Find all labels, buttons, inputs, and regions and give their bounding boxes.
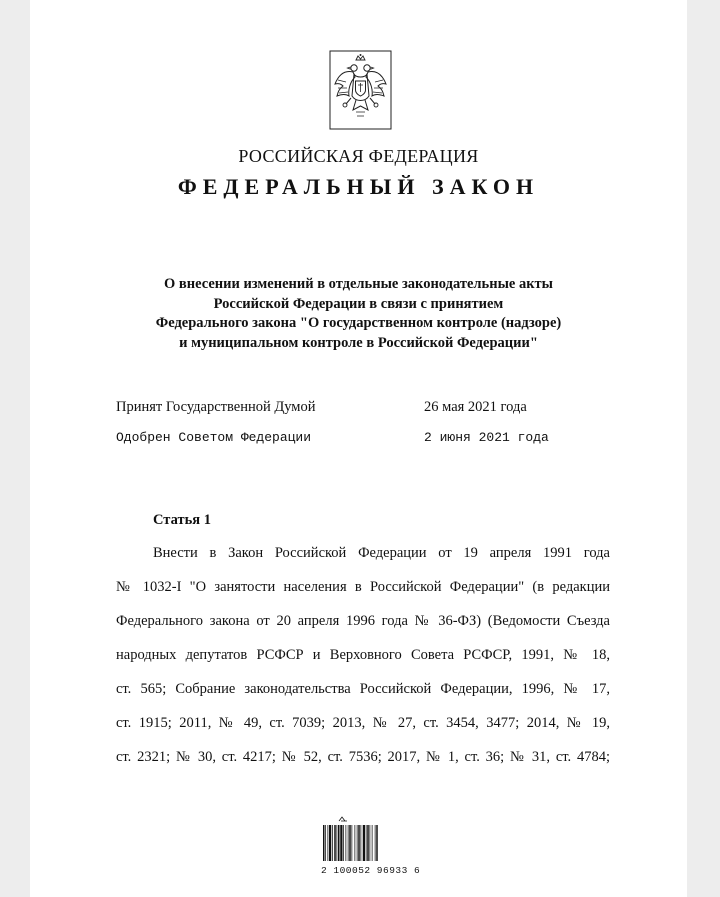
country-name: РОССИЙСКАЯ ФЕДЕРАЦИЯ	[238, 146, 479, 166]
coat-of-arms-icon	[329, 50, 392, 130]
law-title-line: Российской Федерации в связи с принятием	[213, 295, 504, 312]
barcode-bar	[323, 825, 325, 861]
barcode-bar	[357, 825, 358, 861]
article-heading: Статья 1	[153, 512, 211, 528]
law-type-heading: ФЕДЕРАЛЬНЫЙ ЗАКОН	[177, 174, 540, 199]
barcode-bar	[325, 825, 326, 861]
barcode-bar	[376, 825, 378, 861]
barcode-bar	[332, 825, 333, 861]
law-title	[90, 275, 627, 353]
barcode-bar	[328, 825, 329, 861]
article-text-line: № 1032-I "О занятости населения в Российской Федерации" (в редакции	[116, 579, 610, 595]
barcode-icon	[321, 813, 404, 863]
duma-adoption-label: Принят Государственной Думой	[116, 399, 316, 415]
council-approval-label: Одобрен Советом Федерации	[116, 430, 312, 445]
barcode-bar	[375, 825, 376, 861]
article-text-line: ст. 565; Собрание законодательства Российской Федерации, 1996, № 17,	[116, 681, 610, 697]
council-approval-date: 2 июня 2021 года	[424, 430, 549, 445]
barcode-bar	[352, 825, 353, 861]
barcode-bar	[355, 825, 356, 861]
law-title-line: Федерального закона "О государственном контроле (надзоре)	[155, 315, 562, 331]
article-text-line: народных депутатов РСФСР и Верховного Совета РСФСР, 1991, № 18,	[116, 647, 610, 663]
article-text-line: Федерального закона от 20 апреля 1996 года № 36-ФЗ) (Ведомости Съезда	[116, 613, 610, 629]
article-text-line: Внести в Закон Российской Федерации от 19 апреля 1991 года	[153, 545, 610, 561]
barcode-bar	[370, 825, 371, 861]
barcode-bar	[372, 825, 373, 861]
barcode-bar	[329, 825, 331, 861]
barcode-bar	[337, 825, 338, 861]
barcode-bar	[348, 825, 349, 861]
duma-adoption-date: 26 мая 2021 года	[424, 399, 527, 415]
barcode-bar	[363, 825, 365, 861]
article-text-line: ст. 2321; № 30, ст. 4217; № 52, ст. 7536; 2017, № 1, ст. 36; № 31, ст. 4784;	[116, 749, 610, 765]
barcode-bar	[367, 825, 369, 861]
barcode-bar	[349, 825, 351, 861]
law-title-line: и муниципальном контроле в Российской Федерации"	[179, 334, 538, 351]
barcode	[321, 813, 421, 883]
barcode-bar	[346, 825, 347, 861]
law-title-line: О внесении изменений в отдельные законодательные акты	[164, 276, 553, 292]
barcode-bar	[358, 825, 360, 861]
barcode-bar	[334, 825, 336, 861]
barcode-bar	[340, 825, 342, 861]
barcode-bar	[361, 825, 362, 861]
barcode-bar	[343, 825, 344, 861]
barcode-number: 2 100052 96933 6	[321, 865, 421, 876]
article-body	[116, 540, 610, 778]
barcode-bar	[338, 825, 340, 861]
document-page	[30, 0, 687, 897]
barcode-bar	[366, 825, 367, 861]
stamp-mark	[339, 817, 347, 821]
article-text-line: ст. 1915; 2011, № 49, ст. 7039; 2013, № 27, ст. 3454, 3477; 2014, № 19,	[116, 715, 610, 731]
